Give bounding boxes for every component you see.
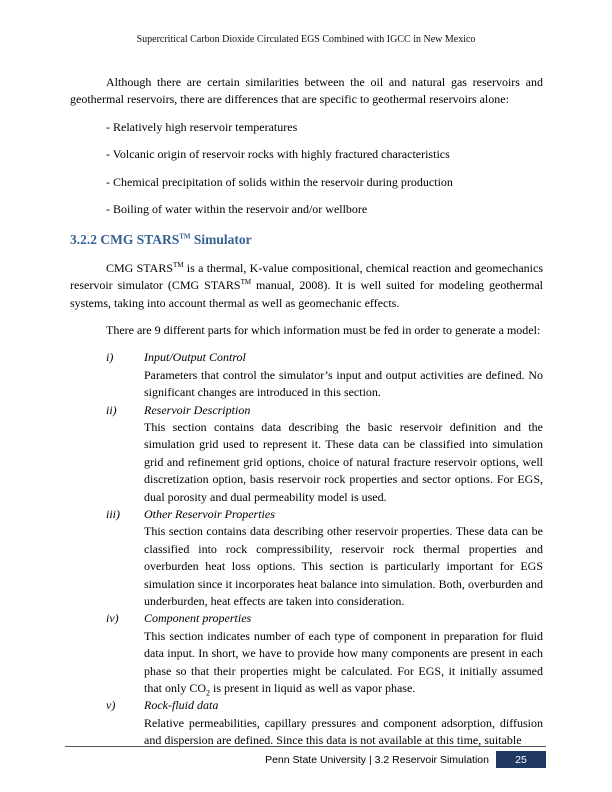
- section-heading-text: 3.2.2 CMG STARS: [70, 232, 180, 248]
- trademark-superscript: TM: [240, 278, 252, 287]
- list-item: [106, 402, 543, 506]
- section-heading-rest: Simulator: [190, 232, 252, 248]
- section-heading: [70, 230, 543, 250]
- footer-text: Penn State University | 3.2 Reservoir Simulation: [265, 753, 489, 766]
- item-number: i): [106, 350, 114, 365]
- bullet-item: - Boiling of water within the reservoir and/or wellbore: [106, 201, 368, 216]
- item-description: [144, 628, 543, 698]
- item-description: Relative permeabilities, capillary pressures and component adsorption, diffusion and dispersion are defined. Since this data is not available at this time, suitable: [144, 715, 543, 748]
- page-content: [70, 74, 543, 749]
- list-item: [106, 610, 543, 697]
- bullet-item: - Relatively high reservoir temperatures: [106, 119, 298, 134]
- trademark-superscript: TM: [179, 232, 191, 241]
- bullet-item: - Chemical precipitation of solids within the reservoir during production: [106, 174, 453, 189]
- intro-paragraph: Although there are certain similarities between the oil and natural gas reservoirs and geothermal reservoirs, there are differences that are specific to geothermal reservoirs alone:: [70, 75, 543, 107]
- numbered-list: [106, 349, 543, 749]
- footer-row: [65, 751, 546, 768]
- list-item: [106, 349, 543, 401]
- cmg-paragraph-text: is a thermal, K-value compositional, chemical reaction and geomechanics reservoir simulator (CMG STARS: [70, 260, 543, 293]
- item-description-text: is present in liquid as well as vapor phase.: [210, 680, 416, 695]
- item-title: Input/Output Control: [144, 350, 246, 365]
- item-description-text: This section indicates number of each type of component in preparation for fluid data input. In short, we have to provide how many components are present in each phase so that their properties might be calculated. For EGS, it initially assumed that only CO: [144, 628, 543, 695]
- cmg-paragraph-text: manual, 2008). It is well suited for modeling geothermal systems, taking into account thermal as well as geomechanic effects.: [70, 278, 543, 310]
- item-number: v): [106, 698, 116, 713]
- item-description: This section contains data describing the basic reservoir definition and the simulation grid used to represent it. These data can be classified into simulation grid and refinement grid options, choice of natural fracture reservoir options, well discretization option, basis reservoir rock properties and sector options. For EGS, dual porosity and dual permeability model is used.: [144, 420, 543, 504]
- footer: [65, 746, 546, 768]
- item-body: [144, 402, 543, 506]
- running-header-title: Supercritical Carbon Dioxide Circulated EGS Combined with IGCC in New Mexico: [136, 34, 476, 45]
- running-header: [40, 34, 572, 45]
- list-item: [106, 506, 543, 610]
- item-description: This section contains data describing other reservoir properties. These data can be classified into rock compressibility, reservoir rock thermal properties and overburden heat loss options. This section is particularly important for EGS simulation since it incorporates heat balance into simulation. Both, overburden and underburden, heat effects are taken into consideration.: [144, 524, 543, 608]
- cmg-paragraph: [70, 260, 543, 312]
- item-description: Parameters that control the simulator’s input and output activities are defined. No significant changes are introduced in this section.: [144, 367, 543, 400]
- item-number: iii): [106, 506, 120, 521]
- item-title: Component properties: [144, 611, 252, 626]
- bullet-item: - Volcanic origin of reservoir rocks with highly fractured characteristics: [106, 147, 450, 162]
- list-item: [106, 697, 543, 749]
- item-title: Rock-fluid data: [144, 698, 219, 713]
- page-number-badge: [496, 751, 546, 768]
- item-body: [144, 610, 543, 697]
- trademark-superscript: TM: [173, 260, 184, 269]
- item-number: ii): [106, 402, 117, 417]
- item-body: [144, 697, 543, 749]
- item-body: [144, 506, 543, 610]
- item-body: [144, 349, 543, 401]
- page-number: 25: [515, 753, 527, 766]
- item-title: Other Reservoir Properties: [144, 506, 275, 521]
- item-title: Reservoir Description: [144, 402, 251, 417]
- cmg-paragraph-text: CMG STARS: [106, 260, 174, 275]
- item-number: iv): [106, 611, 119, 626]
- co2-subscript: 2: [206, 688, 210, 698]
- parts-paragraph: There are 9 different parts for which information must be fed in order to generate a model:: [106, 323, 541, 338]
- bullet-list: [70, 119, 543, 219]
